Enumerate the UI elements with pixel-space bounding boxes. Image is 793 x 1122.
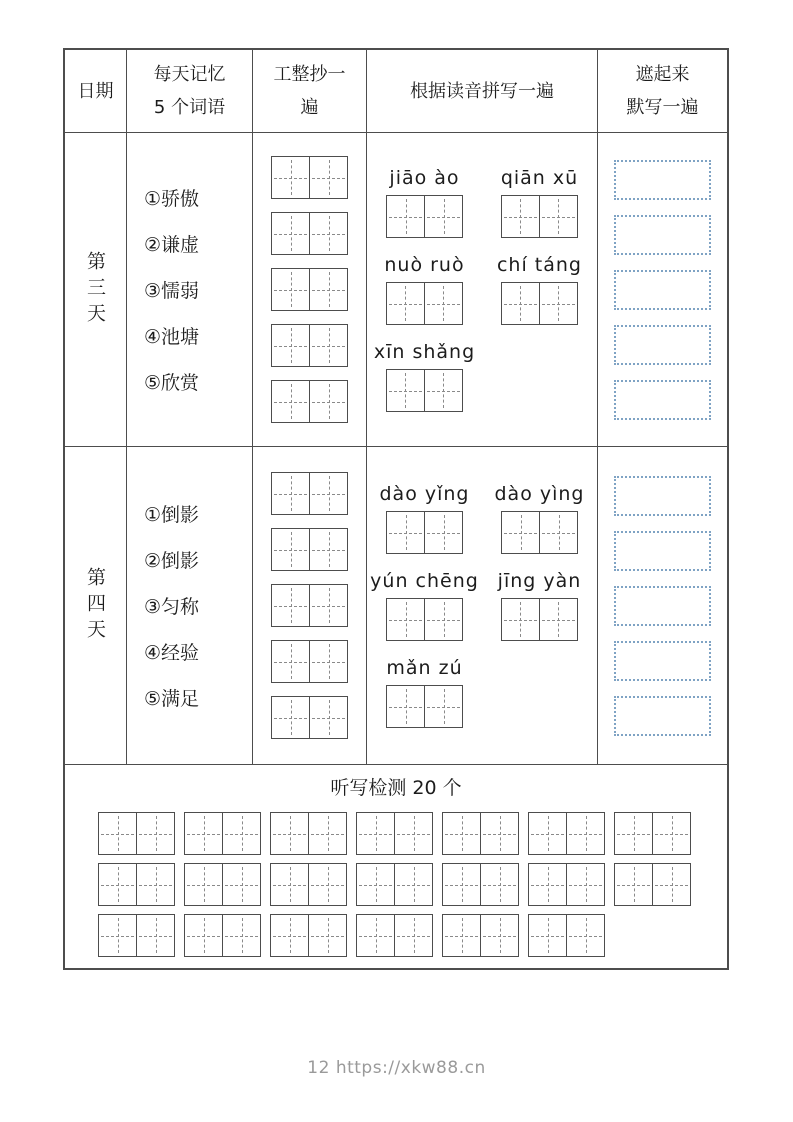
day-label: 第三天	[84, 250, 106, 329]
header-cell-copy	[253, 50, 367, 133]
pinyin-item	[497, 254, 582, 325]
cover-writing-box	[614, 215, 711, 255]
header-cell-date	[65, 50, 127, 133]
writing-grid-box	[271, 212, 348, 255]
word-item: ②倒影	[144, 550, 200, 572]
writing-grid-box	[271, 268, 348, 311]
pinyin-label: yún chēng	[370, 570, 479, 592]
pinyin-label: nuò ruò	[384, 254, 465, 276]
cover-writing-box	[614, 476, 711, 516]
writing-grid-box	[386, 685, 463, 728]
writing-grid-box	[528, 863, 605, 906]
writing-grid-box	[356, 812, 433, 855]
pinyin-writing-slot	[501, 598, 578, 641]
header-copy-line2: 遍	[300, 97, 319, 118]
writing-grid-box	[356, 863, 433, 906]
word-item: ⑤满足	[144, 688, 200, 710]
dictation-title: 听写检测 20 个	[330, 777, 462, 799]
writing-grid-box	[271, 472, 348, 515]
writing-grid-box	[271, 528, 348, 571]
writing-grid-box	[98, 863, 175, 906]
header-memorize-line2: 5 个词语	[153, 97, 226, 118]
dictation-row	[98, 863, 727, 906]
writing-grid-box	[270, 914, 347, 957]
cover-cell-day3	[598, 133, 727, 447]
writing-grid-box	[270, 812, 347, 855]
pinyin-writing-slot	[386, 282, 463, 325]
writing-grid-box	[98, 812, 175, 855]
pinyin-item	[374, 341, 475, 412]
pinyin-item	[495, 483, 585, 554]
page-footer: 12 https://xkw88.cn	[307, 1058, 486, 1078]
header-date-label: 日期	[77, 80, 114, 102]
writing-grid-box	[271, 584, 348, 627]
pinyin-cell-day3	[367, 133, 598, 447]
day-label: 第四天	[84, 566, 106, 645]
writing-grid-box	[386, 511, 463, 554]
word-item: ①骄傲	[144, 188, 200, 210]
pinyin-item	[386, 657, 463, 728]
writing-grid-box	[501, 195, 578, 238]
word-item: ②谦虚	[144, 234, 200, 256]
cover-writing-box	[614, 160, 711, 200]
pinyin-label: dào yǐng	[379, 483, 470, 505]
day-cell-day3	[65, 133, 127, 447]
writing-grid-box	[386, 282, 463, 325]
writing-grid-box	[614, 812, 691, 855]
header-cell-pinyin	[367, 50, 598, 133]
word-item: ③匀称	[144, 596, 200, 618]
writing-grid-box	[271, 156, 348, 199]
cover-writing-box	[614, 586, 711, 626]
word-item: ④池塘	[144, 326, 200, 348]
cover-writing-box	[614, 325, 711, 365]
pinyin-writing-slot	[386, 195, 463, 238]
writing-grid-box	[528, 914, 605, 957]
writing-grid-box	[528, 812, 605, 855]
pinyin-item	[380, 483, 470, 554]
header-pinyin-label: 根据读音拼写一遍	[410, 80, 554, 102]
pinyin-writing-slot	[386, 685, 463, 728]
practice-table	[63, 48, 729, 970]
writing-grid-box	[98, 914, 175, 957]
word-item: ③懦弱	[144, 280, 200, 302]
pinyin-writing-slot	[386, 369, 463, 412]
writing-grid-box	[501, 282, 578, 325]
dictation-rows	[65, 812, 727, 957]
pinyin-writing-slot	[501, 282, 578, 325]
header-cell-cover	[598, 50, 727, 133]
writing-grid-box	[442, 812, 519, 855]
cover-writing-box	[614, 696, 711, 736]
cover-writing-box	[614, 641, 711, 681]
pinyin-label: qiān xū	[500, 167, 579, 189]
pinyin-writing-slot	[386, 598, 463, 641]
pinyin-item	[498, 570, 582, 641]
writing-grid-box	[271, 324, 348, 367]
pinyin-label: jīng yàn	[497, 570, 582, 592]
word-item: ④经验	[144, 642, 200, 664]
pinyin-label: chí táng	[496, 254, 582, 276]
writing-grid-box	[386, 598, 463, 641]
copy-grid-stack-day3	[253, 133, 367, 447]
pinyin-writing-slot	[501, 195, 578, 238]
header-cover-line2: 默写一遍	[626, 97, 699, 118]
writing-grid-box	[270, 863, 347, 906]
pinyin-item	[370, 570, 479, 641]
writing-grid-box	[614, 863, 691, 906]
writing-grid-box	[271, 696, 348, 739]
writing-grid-box	[501, 511, 578, 554]
header-cover-line1: 遮起来	[635, 64, 690, 85]
pinyin-label: mǎn zú	[386, 657, 463, 679]
header-copy-line1: 工整抄一	[273, 64, 346, 85]
cover-writing-box	[614, 531, 711, 571]
pinyin-item	[384, 254, 464, 325]
pinyin-label: xīn shǎng	[373, 341, 476, 363]
pinyin-cell-day4	[367, 447, 598, 765]
cover-cell-day4	[598, 447, 727, 765]
dictation-section	[65, 765, 727, 968]
pinyin-label: jiāo ào	[389, 167, 460, 189]
writing-grid-box	[442, 914, 519, 957]
copy-grid-stack-day4	[253, 447, 367, 765]
cover-writing-box	[614, 270, 711, 310]
pinyin-writing-slot	[501, 511, 578, 554]
words-cell-day3	[127, 133, 253, 447]
header-cell-memorize	[127, 50, 253, 133]
word-item: ⑤欣赏	[144, 372, 200, 394]
pinyin-writing-slot	[386, 511, 463, 554]
writing-grid-box	[184, 863, 261, 906]
header-memorize-line1: 每天记忆	[153, 64, 226, 85]
writing-grid-box	[386, 195, 463, 238]
writing-grid-box	[271, 380, 348, 423]
pinyin-label: dào yìng	[494, 483, 585, 505]
pinyin-item	[386, 167, 463, 238]
writing-grid-box	[501, 598, 578, 641]
word-item: ①倒影	[144, 504, 200, 526]
dictation-row	[98, 914, 727, 957]
words-cell-day4	[127, 447, 253, 765]
writing-grid-box	[442, 863, 519, 906]
dictation-row	[98, 812, 727, 855]
cover-writing-box	[614, 380, 711, 420]
day-cell-day4	[65, 447, 127, 765]
writing-grid-box	[356, 914, 433, 957]
pinyin-item	[501, 167, 578, 238]
writing-grid-box	[184, 914, 261, 957]
writing-grid-box	[271, 640, 348, 683]
writing-grid-box	[184, 812, 261, 855]
writing-grid-box	[386, 369, 463, 412]
